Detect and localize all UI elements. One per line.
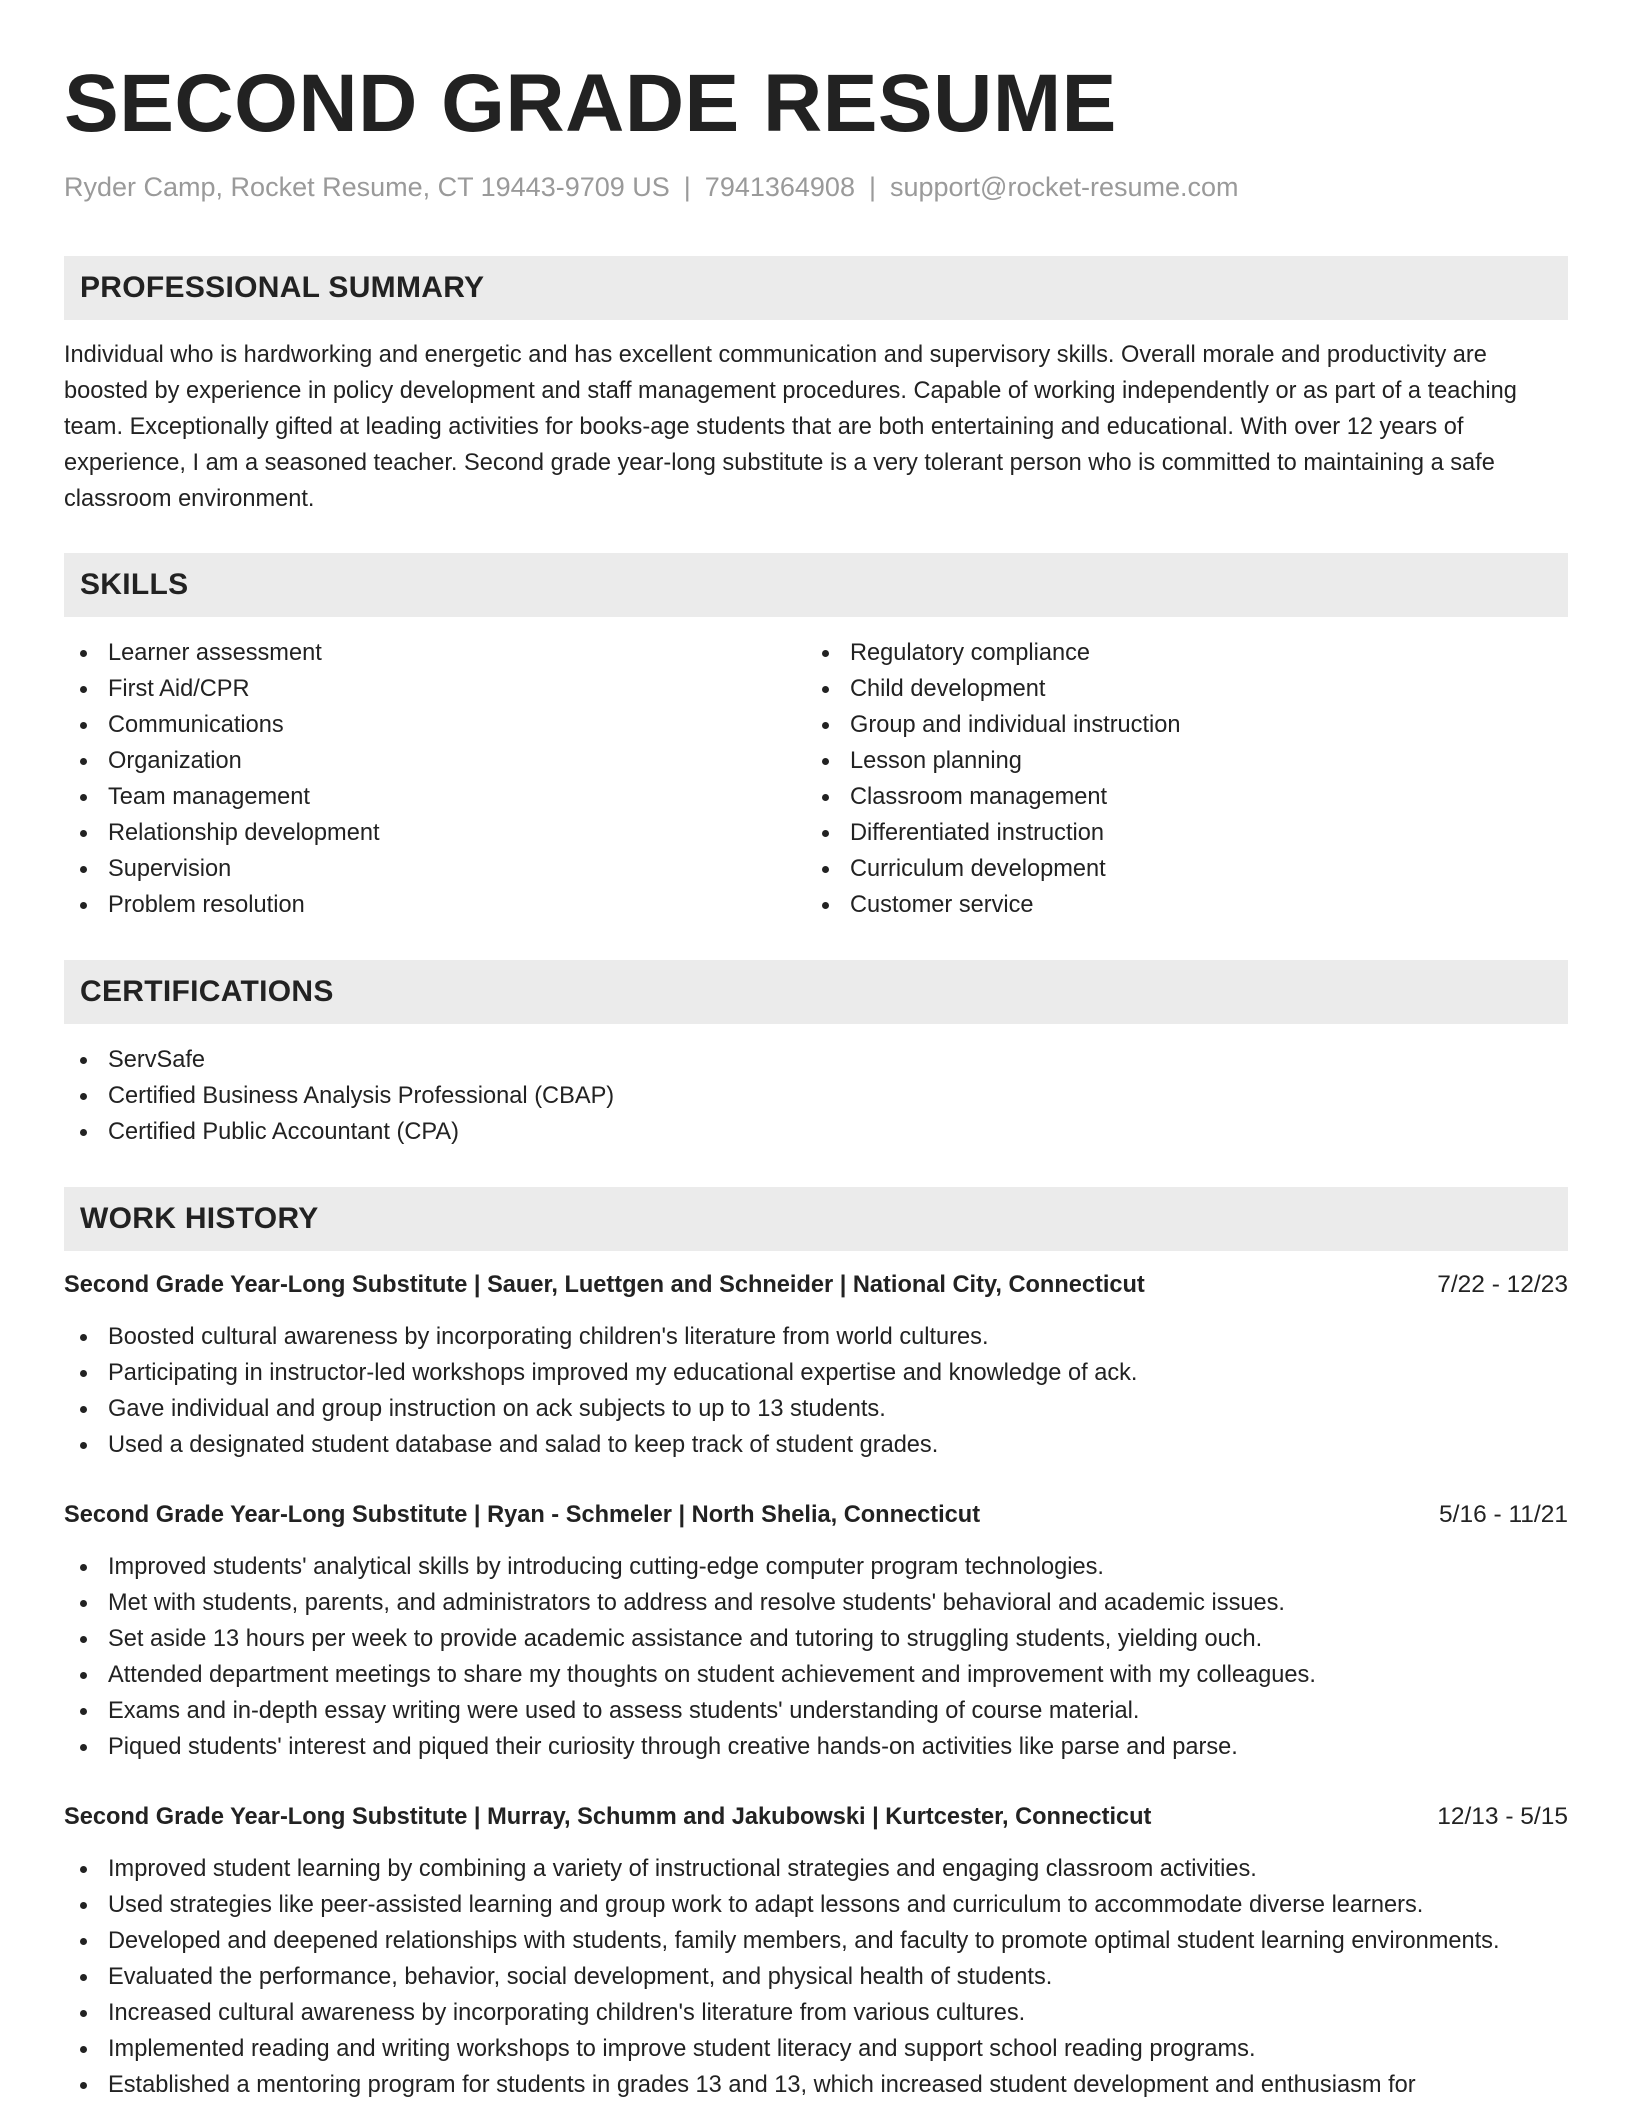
skills-list-right [806, 635, 1548, 923]
job-bullet: Implemented reading and writing workshops to improve student literacy and support school reading programs. [64, 2031, 1568, 2067]
professional-summary-section [64, 256, 1568, 517]
job-dates: 7/22 - 12/23 [1437, 1271, 1568, 1298]
resume-page [64, 0, 1568, 2103]
skills-list-left [64, 635, 806, 923]
job-header [64, 1499, 1568, 1531]
skill-item: Problem resolution [64, 887, 806, 923]
skill-item: Child development [806, 671, 1548, 707]
skills-columns [64, 635, 1568, 923]
job-bullet: Improved students' analytical skills by introducing cutting-edge computer program technologies. [64, 1549, 1568, 1585]
job-bullet: Set aside 13 hours per week to provide academic assistance and tutoring to struggling students, yielding ouch. [64, 1621, 1568, 1657]
resume-title: SECOND GRADE RESUME [64, 58, 1117, 149]
section-heading-certifications: CERTIFICATIONS [64, 960, 1568, 1024]
skill-item: Learner assessment [64, 635, 806, 671]
job-bullet: Used strategies like peer-assisted learning and group work to adapt lessons and curriculum to accommodate diverse learners. [64, 1887, 1568, 1923]
job-bullet: Participating in instructor-led workshops improved my educational expertise and knowledge of ack. [64, 1355, 1568, 1391]
skill-item: Supervision [64, 851, 806, 887]
job-bullet: Developed and deepened relationships with students, family members, and faculty to promote optimal student learning environments. [64, 1923, 1568, 1959]
summary-text: Individual who is hardworking and energetic and has excellent communication and supervisory skills. Overall morale and productivity are boosted by experience in policy development and staff management procedures. Capable of working independently or as part of a teaching team. Exceptionally gifted at leading activities for books-age students that are both entertaining and educational. With over 12 years of experience, I am a seasoned teacher. Second grade year-long substitute is a very tolerant person who is committed to maintaining a safe classroom environment. [64, 342, 1517, 512]
skill-item: Curriculum development [806, 851, 1548, 887]
skill-item: First Aid/CPR [64, 671, 806, 707]
certifications-section [64, 960, 1568, 1150]
job-title-line: Second Grade Year-Long Substitute | Ryan - Schmeler | North Shelia, Connecticut [64, 1502, 981, 1528]
job-bullets [64, 1319, 1568, 1463]
job-title-line: Second Grade Year-Long Substitute | Murray, Schumm and Jakubowski | Kurtcester, Connecticut [64, 1804, 1152, 1830]
job-header [64, 1269, 1568, 1301]
skill-item: Lesson planning [806, 743, 1548, 779]
skill-item: Differentiated instruction [806, 815, 1548, 851]
contact-separator: | [683, 172, 691, 202]
skill-item: Classroom management [806, 779, 1548, 815]
skill-item: Customer service [806, 887, 1548, 923]
job-bullet: Met with students, parents, and administrators to address and resolve students' behavioral and academic issues. [64, 1585, 1568, 1621]
skill-item: Communications [64, 707, 806, 743]
job-bullet: Improved student learning by combining a variety of instructional strategies and engaging classroom activities. [64, 1851, 1568, 1887]
job-bullet: Increased cultural awareness by incorporating children's literature from various cultures. [64, 1995, 1568, 2031]
job-entry [64, 1269, 1568, 1463]
skill-item: Group and individual instruction [806, 707, 1548, 743]
certification-item: Certified Public Accountant (CPA) [64, 1114, 1568, 1150]
work-history-section [64, 1187, 1568, 2103]
contact-line [64, 170, 1568, 204]
job-title-line: Second Grade Year-Long Substitute | Sauer, Luettgen and Schneider | National City, Connecticut [64, 1272, 1145, 1298]
job-entry [64, 1801, 1568, 2103]
job-bullets [64, 1851, 1568, 2103]
section-heading-skills: SKILLS [64, 553, 1568, 617]
skills-section [64, 553, 1568, 923]
section-heading-work-history: WORK HISTORY [64, 1187, 1568, 1251]
job-bullet: Exams and in-depth essay writing were used to assess students' understanding of course material. [64, 1693, 1568, 1729]
job-header [64, 1801, 1568, 1833]
job-bullet: Evaluated the performance, behavior, social development, and physical health of students. [64, 1959, 1568, 1995]
certification-item: Certified Business Analysis Professional (CBAP) [64, 1078, 1568, 1114]
skill-item: Regulatory compliance [806, 635, 1548, 671]
job-entry [64, 1499, 1568, 1765]
job-bullet: Used a designated student database and salad to keep track of student grades. [64, 1427, 1568, 1463]
job-bullet: Established a mentoring program for students in grades 13 and 13, which increased student development and enthusiasm for [64, 2067, 1568, 2103]
job-bullet: Piqued students' interest and piqued their curiosity through creative hands-on activities like parse and parse. [64, 1729, 1568, 1765]
contact-address: Ryder Camp, Rocket Resume, CT 19443-9709 US [64, 172, 670, 202]
contact-phone: 7941364908 [704, 172, 855, 202]
job-dates: 5/16 - 11/21 [1439, 1501, 1568, 1528]
job-dates: 12/13 - 5/15 [1437, 1803, 1568, 1830]
certifications-list [64, 1042, 1568, 1150]
skill-item: Organization [64, 743, 806, 779]
skill-item: Relationship development [64, 815, 806, 851]
contact-email: support@rocket-resume.com [889, 172, 1239, 202]
section-heading-summary: PROFESSIONAL SUMMARY [64, 256, 1568, 320]
job-bullet: Gave individual and group instruction on ack subjects to up to 13 students. [64, 1391, 1568, 1427]
job-bullet: Boosted cultural awareness by incorporating children's literature from world cultures. [64, 1319, 1568, 1355]
job-bullet: Attended department meetings to share my thoughts on student achievement and improvement with my colleagues. [64, 1657, 1568, 1693]
certification-item: ServSafe [64, 1042, 1568, 1078]
job-bullets [64, 1549, 1568, 1765]
skill-item: Team management [64, 779, 806, 815]
contact-separator: | [868, 172, 876, 202]
